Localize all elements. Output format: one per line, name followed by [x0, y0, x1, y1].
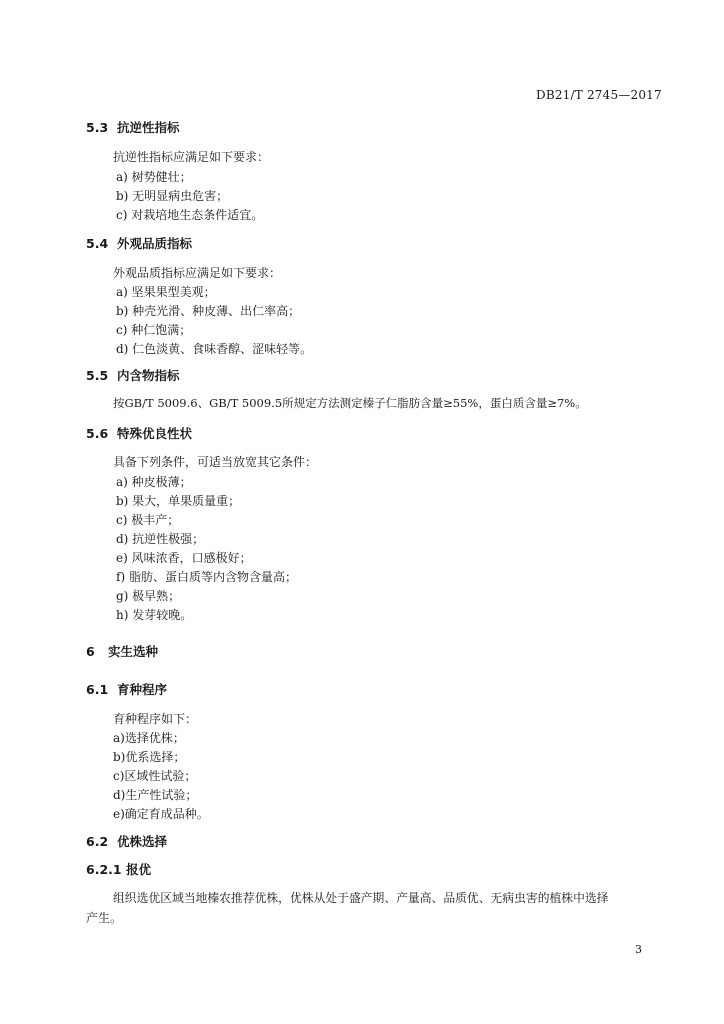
section-title-5-5 — [86, 366, 180, 384]
section-heading: 特殊优良性状 — [117, 426, 193, 441]
paragraph: 按GB/T 5009.6、GB/T 5009.5所规定方法测定榛子仁脂肪含量≥55%，蛋白质含量≥7%。 — [113, 396, 587, 410]
list-item: c)区域性试验； — [113, 769, 197, 783]
list-item: f) 脂肪、蛋白质等内含物含量高； — [116, 570, 297, 584]
section-number: 6 — [86, 644, 95, 659]
section-title-5-3 — [86, 118, 180, 136]
section-heading: 实生选种 — [108, 644, 159, 659]
section-number: 5.3 — [86, 120, 109, 135]
list-item: a) 种皮极薄； — [116, 475, 192, 489]
list-item: d) 抗逆性极强； — [116, 532, 205, 546]
section-number: 5.4 — [86, 236, 109, 251]
list-item: c) 对栽培地生态条件适宜。 — [116, 208, 264, 222]
list-item: d) 仁色淡黄、食味香醇、涩味轻等。 — [116, 342, 313, 356]
section-number: 6.2.1 — [86, 862, 122, 877]
section-heading: 外观品质指标 — [117, 236, 193, 251]
paragraph: 外观品质指标应满足如下要求： — [113, 266, 282, 280]
list-item: e) 风味浓香，口感极好； — [116, 551, 252, 565]
standard-code: DB21/T 2745—2017 — [536, 88, 662, 102]
list-item: c) 种仁饱满； — [116, 323, 192, 337]
section-title-5-6 — [86, 424, 192, 442]
section-number: 6.1 — [86, 682, 109, 697]
list-item: g) 极早熟； — [116, 589, 181, 603]
list-item: b) 果大，单果质量重； — [116, 494, 241, 508]
list-item: a) 树势健壮； — [116, 170, 192, 184]
section-heading: 抗逆性指标 — [117, 120, 180, 135]
section-heading: 内含物指标 — [117, 368, 180, 383]
list-item: a) 坚果果型美观； — [116, 285, 216, 299]
section-title-6-2-1 — [86, 860, 151, 878]
paragraph-line: 组织选优区域当地榛农推荐优株，优株从处于盛产期、产量高、品质优、无病虫害的植株中选择 — [113, 891, 609, 905]
section-title-6-2 — [86, 832, 167, 850]
paragraph: 具备下列条件，可适当放宽其它条件： — [113, 455, 318, 469]
section-title-6 — [86, 642, 158, 660]
section-title-6-1 — [86, 680, 167, 698]
list-item: b) 无明显病虫危害； — [116, 189, 229, 203]
section-heading: 优株选择 — [117, 834, 168, 849]
list-item: e)确定育成品种。 — [113, 807, 209, 821]
list-item: d)生产性试验； — [113, 788, 198, 802]
section-number: 5.6 — [86, 426, 109, 441]
list-item: h) 发芽较晚。 — [116, 608, 193, 622]
list-item: c) 极丰产； — [116, 513, 180, 527]
section-title-5-4 — [86, 234, 192, 252]
list-item: b)优系选择； — [113, 750, 186, 764]
list-item: b) 种壳光滑、种皮薄、出仁率高； — [116, 304, 301, 318]
section-number: 5.5 — [86, 368, 109, 383]
section-heading: 育种程序 — [117, 682, 168, 697]
paragraph-line: 产生。 — [86, 911, 123, 925]
paragraph: 抗逆性指标应满足如下要求： — [113, 150, 270, 164]
list-item: a)选择优株； — [113, 731, 185, 745]
section-number: 6.2 — [86, 834, 109, 849]
paragraph: 育种程序如下： — [113, 712, 198, 726]
page-number: 3 — [635, 943, 642, 956]
section-heading: 报优 — [126, 862, 152, 877]
